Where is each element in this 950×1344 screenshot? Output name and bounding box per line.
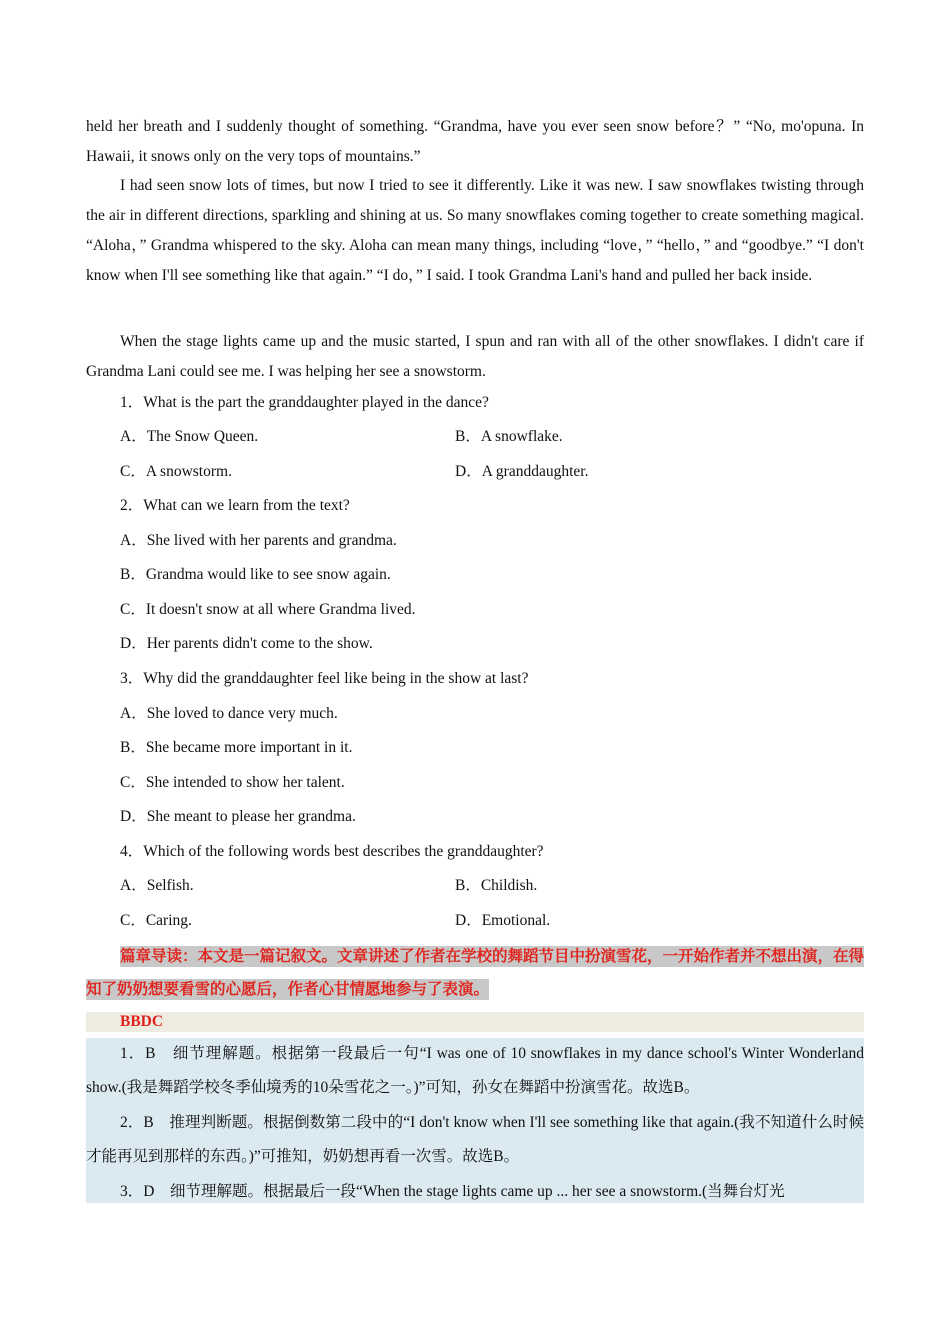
- question-4-option-c: C．Caring.: [120, 912, 192, 929]
- question-1-option-d: D．A granddaughter.: [455, 463, 589, 480]
- passage-guide: [86, 940, 864, 1006]
- answer-key-row: [86, 1012, 864, 1032]
- answer-key: BBDC: [120, 1013, 164, 1030]
- question-4-option-b: B．Childish.: [455, 877, 538, 894]
- question-3-option-a: A．She loved to dance very much.: [120, 705, 338, 722]
- question-3-option-b: B．She became more important in it.: [120, 739, 353, 756]
- question-3-option-c: C．She intended to show her talent.: [120, 774, 345, 791]
- question-3-stem: 3．Why did the granddaughter feel like being in the show at last?: [120, 670, 529, 687]
- passage-paragraph-3: When the stage lights came up and the music started, I spun and ran with all of the other snowflakes. I didn't care if Grandma Lani could see me. I was helping her see a snowstorm.: [86, 333, 864, 380]
- question-2-stem: 2．What can we learn from the text?: [120, 497, 350, 514]
- question-4-option-d: D．Emotional.: [455, 912, 551, 929]
- passage-paragraph-1: held her breath and I suddenly thought of something. “Grandma, have you ever seen snow before？” “No, mo'opuna. In Hawaii, it snows only on the very tops of mountains.”: [86, 118, 864, 165]
- question-2-option-c: C．It doesn't snow at all where Grandma lived.: [120, 601, 416, 618]
- explanation-2: 2．B 推理判断题。根据倒数第二段中的“I don't know when I'll see something like that again.(我不知道什么时候才能再见到那样的东西。)”可推知，奶奶想再看一次雪。故选B。: [86, 1114, 864, 1165]
- question-2-option-d: D．Her parents didn't come to the show.: [120, 635, 373, 652]
- question-2-option-a: A．She lived with her parents and grandma.: [120, 532, 397, 549]
- passage-guide-text: 篇章导读：本文是一篇记叙文。文章讲述了作者在学校的舞蹈节目中扮演雪花，一开始作者并不想出演，在得知了奶奶想要看雪的心愿后，作者心甘情愿地参与了表演。: [86, 948, 865, 998]
- question-1-stem: 1．What is the part the granddaughter played in the dance?: [120, 394, 489, 411]
- passage-paragraph-2: I had seen snow lots of times, but now I tried to see it differently. Like it was new. I saw snowflakes twisting through the air in different directions, sparkling and shining at us. So many snowflakes coming together to create something magical. “Aloha，” Grandma whispered to the sky. Aloha can mean many things, including “love，” “hello，” and “goodbye.” “I don't know when I'll see something like that again.” “I do，” I said. I took Grandma Lani's hand and pulled her back inside.: [86, 177, 864, 284]
- question-4-option-a: A．Selfish.: [120, 877, 194, 894]
- question-1-option-a: A．The Snow Queen.: [120, 428, 259, 445]
- explanation-1: 1．B 细节理解题。根据第一段最后一句“I was one of 10 snowflakes in my dance school's Winter Wonderland show.(我是舞蹈学校冬季仙境秀的10朵雪花之一。)”可知，孙女在舞蹈中扮演雪花。故选B。: [86, 1045, 864, 1096]
- question-4-stem: 4．Which of the following words best describes the granddaughter?: [120, 843, 544, 860]
- question-2-option-b: B．Grandma would like to see snow again.: [120, 566, 391, 583]
- explanation-3: 3．D 细节理解题。根据最后一段“When the stage lights came up ... her see a snowstorm.(当舞台灯光: [120, 1183, 785, 1200]
- question-1-option-b: B．A snowflake.: [455, 428, 563, 445]
- question-1-option-c: C．A snowstorm.: [120, 463, 232, 480]
- question-3-option-d: D．She meant to please her grandma.: [120, 808, 356, 825]
